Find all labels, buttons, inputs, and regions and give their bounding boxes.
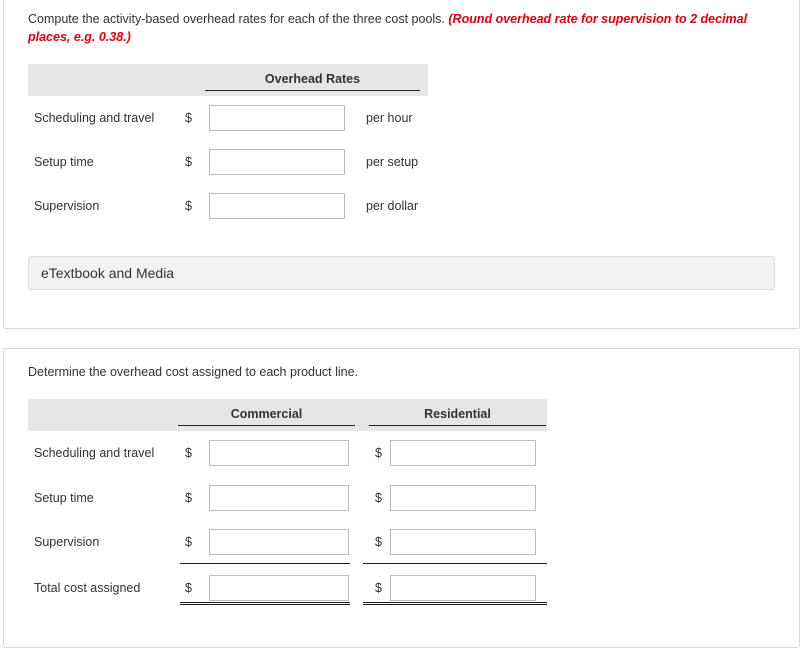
part2-instruction: Determine the overhead cost assigned to each product line. [28,365,359,379]
overhead-rates-header [28,64,428,96]
dollar-sign: $ [375,535,382,549]
dollar-sign: $ [375,446,382,460]
row-label-supervision: Supervision [34,535,100,549]
subtotal-rule-commercial [180,563,350,564]
residential-column-header: Residential [369,407,546,426]
residential-supervision-input[interactable] [390,529,536,555]
dollar-sign: $ [185,111,192,125]
total-double-rule-commercial [180,602,350,605]
dollar-sign: $ [185,446,192,460]
dollar-sign: $ [185,491,192,505]
residential-setup-input[interactable] [390,485,536,511]
dollar-sign: $ [185,581,192,595]
commercial-total-input[interactable] [209,575,349,601]
subtotal-rule-residential [363,563,547,564]
commercial-scheduling-input[interactable] [209,440,349,466]
row-label-scheduling: Scheduling and travel [34,111,155,125]
supervision-rate-input[interactable] [209,193,345,219]
row-label-setup: Setup time [34,155,94,169]
dollar-sign: $ [185,535,192,549]
row-label-setup: Setup time [34,491,94,505]
scheduling-rate-input[interactable] [209,105,345,131]
commercial-setup-input[interactable] [209,485,349,511]
residential-scheduling-input[interactable] [390,440,536,466]
dollar-sign: $ [375,581,382,595]
dollar-sign: $ [185,155,192,169]
rounding-note: (Round overhead rate for supervision to 2 decimal places, e.g. 0.38.) [28,12,748,44]
total-double-rule-residential [363,602,547,605]
part1-instruction-text: Compute the activity-based overhead rates for each of the three cost pools. [28,12,445,26]
residential-total-input[interactable] [390,575,536,601]
commercial-supervision-input[interactable] [209,529,349,555]
unit-per-hour: per hour [366,111,413,125]
row-label-scheduling: Scheduling and travel [34,446,155,460]
row-label-supervision: Supervision [34,199,100,213]
setup-rate-input[interactable] [209,149,345,175]
dollar-sign: $ [185,199,192,213]
unit-per-setup: per setup [366,155,419,169]
dollar-sign: $ [375,491,382,505]
commercial-column-header: Commercial [178,407,355,426]
overhead-rates-column-header: Overhead Rates [205,72,420,91]
row-label-total: Total cost assigned [34,581,141,595]
product-line-header [28,399,547,431]
unit-per-dollar: per dollar [366,199,419,213]
etextbook-media-button[interactable]: eTextbook and Media [28,256,775,290]
part1-instruction [28,10,788,46]
